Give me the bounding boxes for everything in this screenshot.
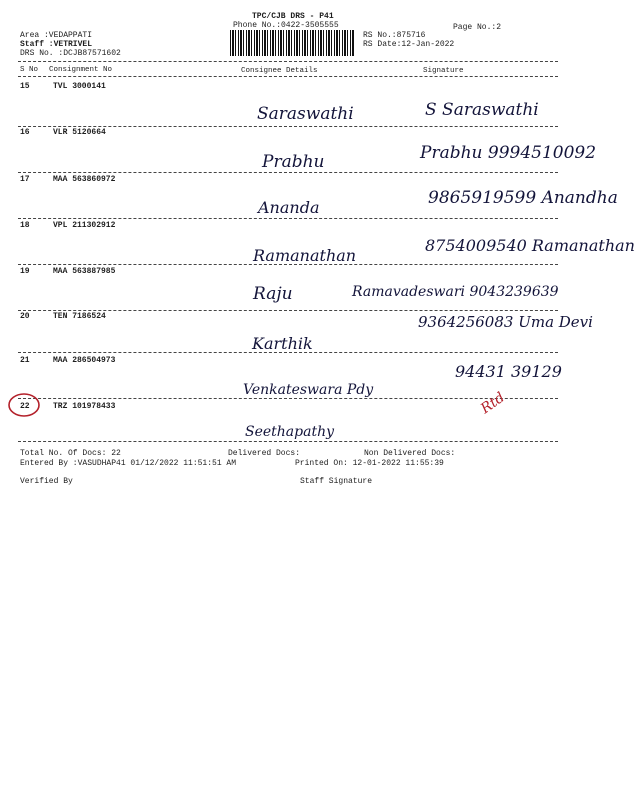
drs-number: DRS No. :DCJB87571602: [20, 49, 121, 58]
row-sno: 19: [20, 267, 30, 276]
staff-signature: Staff Signature: [300, 477, 373, 486]
total-docs: Total No. Of Docs: 22: [20, 449, 121, 458]
rs-date: RS Date:12-Jan-2022: [363, 40, 455, 49]
handwritten-signature: 94431 39129: [455, 362, 562, 381]
printed-on: Printed On: 12-01-2022 11:55:39: [295, 459, 444, 468]
handwritten-signature: S Saraswathi: [425, 100, 539, 120]
handwritten-name: Prabhu: [262, 152, 325, 172]
phone-number: Phone No.:0422-3505555: [233, 21, 339, 30]
non-delivered-docs: Non Delivered Docs:: [364, 449, 456, 458]
divider: [18, 441, 558, 442]
divider: [18, 76, 558, 77]
row-divider: [18, 126, 558, 127]
barcode-image: [230, 30, 354, 56]
handwritten-signature: Ramavadeswari 9043239639: [352, 284, 559, 300]
row-sno: 15: [20, 82, 30, 91]
staff-label: Staff :VETRIVEL: [20, 40, 93, 49]
row-consignment: MAA 563860972: [53, 175, 116, 184]
row-consignment: VLR 5120664: [53, 128, 106, 137]
row-sno: 16: [20, 128, 30, 137]
delivered-docs: Delivered Docs:: [228, 449, 301, 458]
column-consignment: Consignment No: [49, 66, 113, 74]
row-consignment: TVL 3000141: [53, 82, 106, 91]
drs-title: TPC/CJB DRS - P41: [252, 12, 334, 21]
row-sno: 21: [20, 356, 30, 365]
row-divider: [18, 218, 558, 219]
row-consignment: TEN 7186524: [53, 312, 106, 321]
handwritten-name: Venkateswara Pdy: [243, 382, 374, 398]
handwritten-name: Raju: [253, 284, 293, 304]
handwritten-signature: 9364256083 Uma Devi: [418, 313, 593, 331]
handwritten-signature: 9865919599 Anandha: [428, 188, 618, 208]
page-number: Page No.:2: [453, 23, 502, 32]
area-label: Area :VEDAPPATI: [20, 31, 93, 40]
handwritten-name: Saraswathi: [257, 104, 354, 124]
row-sno: 17: [20, 175, 30, 184]
row-divider: [18, 310, 558, 311]
row-consignment: VPL 211302912: [53, 221, 116, 230]
row-consignment: TRZ 101978433: [53, 402, 116, 411]
handwritten-name: Ramanathan: [253, 246, 357, 265]
handwritten-name: Karthik: [252, 334, 313, 353]
verified-by: Verified By: [20, 477, 73, 486]
entered-by: Entered By :VASUDHAP41 01/12/2022 11:51:51 AM: [20, 459, 237, 468]
handwritten-name: Seethapathy: [245, 424, 335, 440]
row-divider: [18, 172, 558, 173]
circle-mark-icon: [4, 390, 44, 420]
rs-number: RS No.:875716: [363, 31, 426, 40]
row-consignment: MAA 563887985: [53, 267, 116, 276]
row-divider: [18, 398, 558, 399]
column-signature: Signature: [423, 67, 464, 75]
red-initials-mark: Rtd: [478, 389, 508, 418]
row-consignment: MAA 286504973: [53, 356, 116, 365]
row-sno: 22: [20, 402, 30, 411]
handwritten-signature: 8754009540 Ramanathan: [425, 236, 635, 255]
divider: [18, 61, 558, 62]
handwritten-name: Ananda: [258, 198, 320, 217]
column-consignee: Consignee Details: [241, 67, 318, 75]
handwritten-signature: Prabhu 9994510092: [420, 143, 597, 163]
row-sno: 20: [20, 312, 30, 321]
column-sno: S No: [20, 66, 39, 74]
row-sno: 18: [20, 221, 30, 230]
